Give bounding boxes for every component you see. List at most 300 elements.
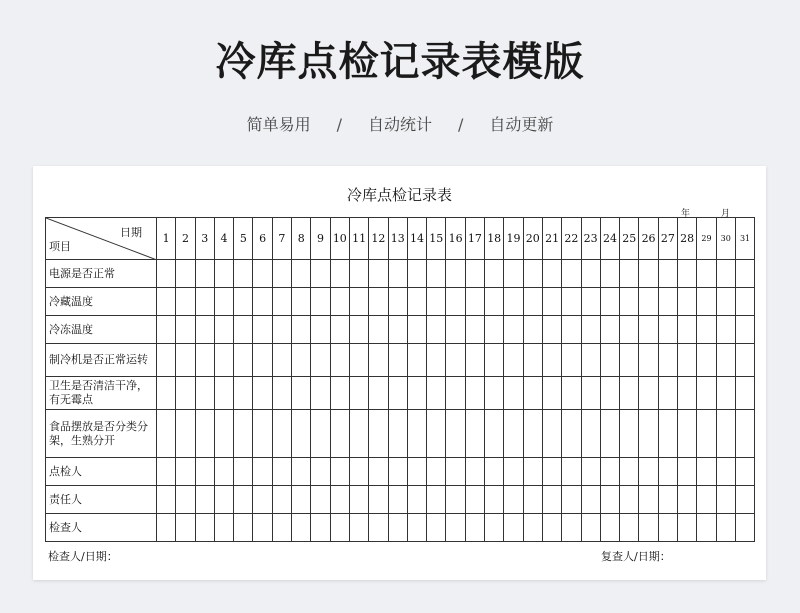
entry-cell[interactable]: [253, 458, 272, 486]
entry-cell[interactable]: [639, 377, 658, 410]
entry-cell[interactable]: [678, 288, 697, 316]
day-header-cell: 1: [157, 218, 176, 260]
entry-cell[interactable]: [523, 458, 542, 486]
entry-cell[interactable]: [157, 377, 176, 410]
entry-cell[interactable]: [523, 288, 542, 316]
footer-reviewer-date: 复查人/日期：: [601, 550, 671, 563]
entry-cell[interactable]: [176, 458, 195, 486]
entry-cell[interactable]: [292, 410, 311, 458]
entry-cell[interactable]: [504, 486, 523, 514]
entry-cell[interactable]: [600, 260, 619, 288]
entry-cell[interactable]: [735, 514, 754, 542]
entry-cell[interactable]: [658, 458, 677, 486]
entry-cell[interactable]: [272, 316, 291, 344]
entry-cell[interactable]: [639, 344, 658, 377]
entry-cell[interactable]: [485, 316, 504, 344]
entry-cell[interactable]: [504, 514, 523, 542]
entry-cell[interactable]: [311, 458, 330, 486]
entry-cell[interactable]: [349, 410, 368, 458]
entry-cell[interactable]: [330, 344, 349, 377]
entry-cell[interactable]: [407, 288, 426, 316]
entry-cell[interactable]: [388, 486, 407, 514]
entry-cell[interactable]: [292, 344, 311, 377]
entry-cell[interactable]: [234, 344, 253, 377]
entry-cell[interactable]: [292, 458, 311, 486]
entry-cell[interactable]: [253, 344, 272, 377]
entry-cell[interactable]: [349, 344, 368, 377]
entry-cell[interactable]: [446, 486, 465, 514]
entry-cell[interactable]: [253, 486, 272, 514]
entry-cell[interactable]: [523, 486, 542, 514]
entry-cell[interactable]: [388, 260, 407, 288]
entry-cell[interactable]: [542, 316, 561, 344]
entry-cell[interactable]: [407, 316, 426, 344]
entry-cell[interactable]: [195, 486, 214, 514]
entry-cell[interactable]: [562, 458, 581, 486]
entry-cell[interactable]: [735, 377, 754, 410]
entry-cell[interactable]: [697, 288, 716, 316]
entry-cell[interactable]: [504, 458, 523, 486]
entry-cell[interactable]: [272, 410, 291, 458]
entry-cell[interactable]: [388, 458, 407, 486]
entry-cell[interactable]: [176, 410, 195, 458]
entry-cell[interactable]: [465, 486, 484, 514]
entry-cell[interactable]: [427, 377, 446, 410]
entry-cell[interactable]: [292, 514, 311, 542]
entry-cell[interactable]: [369, 486, 388, 514]
entry-cell[interactable]: [485, 288, 504, 316]
entry-cell[interactable]: [504, 344, 523, 377]
entry-cell[interactable]: [311, 486, 330, 514]
entry-cell[interactable]: [716, 344, 735, 377]
entry-cell[interactable]: [388, 344, 407, 377]
entry-cell[interactable]: [407, 260, 426, 288]
tagline-item: 自动更新: [489, 115, 554, 134]
entry-cell[interactable]: [581, 514, 600, 542]
entry-cell[interactable]: [214, 316, 233, 344]
entry-cell[interactable]: [349, 260, 368, 288]
entry-cell[interactable]: [253, 514, 272, 542]
entry-cell[interactable]: [620, 458, 639, 486]
entry-cell[interactable]: [157, 316, 176, 344]
entry-cell[interactable]: [581, 410, 600, 458]
entry-cell[interactable]: [735, 288, 754, 316]
entry-cell[interactable]: [253, 288, 272, 316]
entry-cell[interactable]: [620, 486, 639, 514]
entry-cell[interactable]: [272, 486, 291, 514]
entry-cell[interactable]: [485, 514, 504, 542]
entry-cell[interactable]: [330, 458, 349, 486]
entry-cell[interactable]: [716, 260, 735, 288]
entry-cell[interactable]: [195, 377, 214, 410]
entry-cell[interactable]: [157, 410, 176, 458]
entry-cell[interactable]: [388, 410, 407, 458]
entry-cell[interactable]: [504, 260, 523, 288]
day-header-cell: 5: [234, 218, 253, 260]
entry-cell[interactable]: [234, 316, 253, 344]
entry-cell[interactable]: [427, 260, 446, 288]
entry-cell[interactable]: [234, 377, 253, 410]
month-label: 月: [721, 209, 731, 219]
entry-cell[interactable]: [157, 486, 176, 514]
entry-cell[interactable]: [678, 458, 697, 486]
entry-cell[interactable]: [697, 344, 716, 377]
entry-cell[interactable]: [620, 514, 639, 542]
day-header-cell: 2: [176, 218, 195, 260]
entry-cell[interactable]: [639, 288, 658, 316]
entry-cell[interactable]: [620, 377, 639, 410]
entry-cell[interactable]: [330, 316, 349, 344]
entry-cell[interactable]: [446, 316, 465, 344]
entry-cell[interactable]: [735, 260, 754, 288]
entry-cell[interactable]: [427, 486, 446, 514]
entry-cell[interactable]: [253, 260, 272, 288]
entry-cell[interactable]: [735, 486, 754, 514]
entry-cell[interactable]: [195, 316, 214, 344]
entry-cell[interactable]: [214, 458, 233, 486]
entry-cell[interactable]: [253, 377, 272, 410]
entry-cell[interactable]: [369, 458, 388, 486]
day-header-cell: 3: [195, 218, 214, 260]
entry-cell[interactable]: [600, 486, 619, 514]
entry-cell[interactable]: [330, 288, 349, 316]
day-header-cell: 4: [214, 218, 233, 260]
entry-cell[interactable]: [272, 458, 291, 486]
entry-cell[interactable]: [639, 410, 658, 458]
entry-cell[interactable]: [620, 288, 639, 316]
entry-cell[interactable]: [311, 260, 330, 288]
entry-cell[interactable]: [485, 410, 504, 458]
entry-cell[interactable]: [176, 260, 195, 288]
entry-cell[interactable]: [330, 486, 349, 514]
entry-cell[interactable]: [446, 514, 465, 542]
entry-cell[interactable]: [639, 260, 658, 288]
entry-cell[interactable]: [658, 260, 677, 288]
entry-cell[interactable]: [485, 377, 504, 410]
entry-cell[interactable]: [272, 260, 291, 288]
entry-cell[interactable]: [697, 486, 716, 514]
entry-cell[interactable]: [658, 344, 677, 377]
entry-cell[interactable]: [485, 486, 504, 514]
entry-cell[interactable]: [349, 458, 368, 486]
day-header-cell: 21: [542, 218, 561, 260]
entry-cell[interactable]: [407, 410, 426, 458]
entry-cell[interactable]: [523, 410, 542, 458]
entry-cell[interactable]: [311, 410, 330, 458]
entry-cell[interactable]: [195, 260, 214, 288]
entry-cell[interactable]: [369, 410, 388, 458]
entry-cell[interactable]: [658, 316, 677, 344]
entry-cell[interactable]: [542, 410, 561, 458]
entry-cell[interactable]: [716, 316, 735, 344]
entry-cell[interactable]: [581, 458, 600, 486]
entry-cell[interactable]: [562, 410, 581, 458]
entry-cell[interactable]: [504, 316, 523, 344]
entry-cell[interactable]: [465, 344, 484, 377]
entry-cell[interactable]: [716, 486, 735, 514]
entry-cell[interactable]: [485, 260, 504, 288]
entry-cell[interactable]: [330, 410, 349, 458]
entry-cell[interactable]: [214, 514, 233, 542]
day-header-cell: 23: [581, 218, 600, 260]
entry-cell[interactable]: [620, 410, 639, 458]
entry-cell[interactable]: [272, 514, 291, 542]
entry-cell[interactable]: [427, 344, 446, 377]
entry-cell[interactable]: [195, 410, 214, 458]
entry-cell[interactable]: [388, 316, 407, 344]
entry-cell[interactable]: [678, 316, 697, 344]
entry-cell[interactable]: [485, 458, 504, 486]
entry-cell[interactable]: [214, 486, 233, 514]
entry-cell[interactable]: [600, 288, 619, 316]
entry-cell[interactable]: [157, 344, 176, 377]
entry-cell[interactable]: [214, 377, 233, 410]
entry-cell[interactable]: [504, 377, 523, 410]
entry-cell[interactable]: [292, 288, 311, 316]
entry-cell[interactable]: [195, 514, 214, 542]
entry-cell[interactable]: [214, 410, 233, 458]
tagline-item: 自动统计: [367, 115, 432, 134]
entry-cell[interactable]: [253, 410, 272, 458]
entry-cell[interactable]: [697, 458, 716, 486]
entry-cell[interactable]: [523, 316, 542, 344]
entry-cell[interactable]: [600, 344, 619, 377]
entry-cell[interactable]: [697, 260, 716, 288]
entry-cell[interactable]: [407, 344, 426, 377]
entry-cell[interactable]: [562, 260, 581, 288]
entry-cell[interactable]: [600, 458, 619, 486]
entry-cell[interactable]: [272, 288, 291, 316]
entry-cell[interactable]: [658, 486, 677, 514]
entry-cell[interactable]: [542, 458, 561, 486]
entry-cell[interactable]: [330, 260, 349, 288]
entry-cell[interactable]: [369, 514, 388, 542]
entry-cell[interactable]: [716, 458, 735, 486]
entry-cell[interactable]: [388, 377, 407, 410]
page-title: 冷库点检记录表模版: [215, 39, 585, 85]
entry-cell[interactable]: [234, 410, 253, 458]
entry-cell[interactable]: [427, 514, 446, 542]
entry-cell[interactable]: [581, 344, 600, 377]
entry-cell[interactable]: [581, 377, 600, 410]
entry-cell[interactable]: [523, 514, 542, 542]
entry-cell[interactable]: [620, 344, 639, 377]
entry-cell[interactable]: [465, 377, 484, 410]
entry-cell[interactable]: [658, 288, 677, 316]
entry-cell[interactable]: [176, 344, 195, 377]
entry-cell[interactable]: [214, 344, 233, 377]
entry-cell[interactable]: [465, 288, 484, 316]
entry-cell[interactable]: [427, 316, 446, 344]
entry-cell[interactable]: [407, 514, 426, 542]
entry-cell[interactable]: [465, 458, 484, 486]
tagline-separator: /: [336, 115, 342, 134]
entry-cell[interactable]: [465, 316, 484, 344]
entry-cell[interactable]: [311, 344, 330, 377]
entry-cell[interactable]: [658, 377, 677, 410]
entry-cell[interactable]: [157, 288, 176, 316]
entry-cell[interactable]: [562, 486, 581, 514]
entry-cell[interactable]: [176, 316, 195, 344]
entry-cell[interactable]: [678, 377, 697, 410]
entry-cell[interactable]: [311, 316, 330, 344]
entry-cell[interactable]: [234, 514, 253, 542]
entry-cell[interactable]: [253, 316, 272, 344]
entry-cell[interactable]: [678, 344, 697, 377]
entry-cell[interactable]: [678, 514, 697, 542]
entry-cell[interactable]: [330, 377, 349, 410]
entry-cell[interactable]: [234, 486, 253, 514]
entry-cell[interactable]: [176, 486, 195, 514]
entry-cell[interactable]: [292, 377, 311, 410]
entry-cell[interactable]: [157, 514, 176, 542]
entry-cell[interactable]: [369, 377, 388, 410]
entry-cell[interactable]: [349, 288, 368, 316]
entry-cell[interactable]: [523, 260, 542, 288]
entry-cell[interactable]: [369, 260, 388, 288]
entry-cell[interactable]: [465, 260, 484, 288]
entry-cell[interactable]: [176, 377, 195, 410]
entry-cell[interactable]: [388, 514, 407, 542]
entry-cell[interactable]: [735, 316, 754, 344]
row-item-label: 冷藏温度: [46, 288, 157, 316]
entry-cell[interactable]: [716, 377, 735, 410]
entry-cell[interactable]: [600, 377, 619, 410]
entry-cell[interactable]: [581, 260, 600, 288]
entry-cell[interactable]: [407, 486, 426, 514]
entry-cell[interactable]: [697, 514, 716, 542]
entry-cell[interactable]: [292, 316, 311, 344]
entry-cell[interactable]: [369, 344, 388, 377]
entry-cell[interactable]: [639, 486, 658, 514]
entry-cell[interactable]: [697, 410, 716, 458]
entry-cell[interactable]: [446, 260, 465, 288]
entry-cell[interactable]: [542, 260, 561, 288]
entry-cell[interactable]: [697, 377, 716, 410]
entry-cell[interactable]: [542, 377, 561, 410]
entry-cell[interactable]: [407, 458, 426, 486]
entry-cell[interactable]: [639, 458, 658, 486]
entry-cell[interactable]: [562, 377, 581, 410]
entry-cell[interactable]: [542, 288, 561, 316]
entry-cell[interactable]: [195, 458, 214, 486]
entry-cell[interactable]: [542, 486, 561, 514]
entry-cell[interactable]: [311, 288, 330, 316]
entry-cell[interactable]: [234, 458, 253, 486]
entry-cell[interactable]: [485, 344, 504, 377]
entry-cell[interactable]: [214, 288, 233, 316]
entry-cell[interactable]: [504, 410, 523, 458]
entry-cell[interactable]: [581, 316, 600, 344]
entry-cell[interactable]: [658, 410, 677, 458]
entry-cell[interactable]: [446, 410, 465, 458]
corner-header-cell: [46, 218, 157, 260]
entry-cell[interactable]: [349, 514, 368, 542]
entry-cell[interactable]: [311, 377, 330, 410]
entry-cell[interactable]: [523, 344, 542, 377]
entry-cell[interactable]: [446, 288, 465, 316]
entry-cell[interactable]: [504, 288, 523, 316]
entry-cell[interactable]: [639, 514, 658, 542]
entry-cell[interactable]: [427, 410, 446, 458]
entry-cell[interactable]: [388, 288, 407, 316]
entry-cell[interactable]: [600, 316, 619, 344]
entry-cell[interactable]: [465, 514, 484, 542]
entry-cell[interactable]: [620, 260, 639, 288]
entry-cell[interactable]: [292, 260, 311, 288]
entry-cell[interactable]: [446, 377, 465, 410]
entry-cell[interactable]: [542, 344, 561, 377]
entry-cell[interactable]: [678, 486, 697, 514]
entry-cell[interactable]: [735, 458, 754, 486]
entry-cell[interactable]: [427, 288, 446, 316]
entry-cell[interactable]: [581, 486, 600, 514]
entry-cell[interactable]: [446, 458, 465, 486]
day-header-cell: 30: [716, 218, 735, 260]
entry-cell[interactable]: [176, 514, 195, 542]
entry-cell[interactable]: [407, 377, 426, 410]
entry-cell[interactable]: [234, 260, 253, 288]
entry-cell[interactable]: [330, 514, 349, 542]
entry-cell[interactable]: [157, 260, 176, 288]
entry-cell[interactable]: [272, 344, 291, 377]
entry-cell[interactable]: [349, 486, 368, 514]
entry-cell[interactable]: [176, 288, 195, 316]
entry-cell[interactable]: [639, 316, 658, 344]
entry-cell[interactable]: [620, 316, 639, 344]
entry-cell[interactable]: [581, 288, 600, 316]
table-row: [46, 514, 755, 542]
entry-cell[interactable]: [311, 514, 330, 542]
entry-cell[interactable]: [697, 316, 716, 344]
entry-cell[interactable]: [562, 288, 581, 316]
corner-date-label: 日期: [120, 226, 142, 239]
entry-cell[interactable]: [349, 377, 368, 410]
entry-cell[interactable]: [195, 344, 214, 377]
entry-cell[interactable]: [562, 344, 581, 377]
entry-cell[interactable]: [658, 514, 677, 542]
entry-cell[interactable]: [562, 316, 581, 344]
entry-cell[interactable]: [369, 316, 388, 344]
entry-cell[interactable]: [157, 458, 176, 486]
entry-cell[interactable]: [349, 316, 368, 344]
entry-cell[interactable]: [272, 377, 291, 410]
entry-cell[interactable]: [292, 486, 311, 514]
entry-cell[interactable]: [195, 288, 214, 316]
entry-cell[interactable]: [446, 344, 465, 377]
entry-cell[interactable]: [678, 260, 697, 288]
table-row: [46, 288, 755, 316]
entry-cell[interactable]: [600, 514, 619, 542]
entry-cell[interactable]: [465, 410, 484, 458]
entry-cell[interactable]: [427, 458, 446, 486]
entry-cell[interactable]: [542, 514, 561, 542]
entry-cell[interactable]: [735, 410, 754, 458]
entry-cell[interactable]: [678, 410, 697, 458]
entry-cell[interactable]: [523, 377, 542, 410]
entry-cell[interactable]: [369, 288, 388, 316]
entry-cell[interactable]: [716, 288, 735, 316]
row-item-label: 检查人: [46, 514, 157, 542]
entry-cell[interactable]: [600, 410, 619, 458]
entry-cell[interactable]: [234, 288, 253, 316]
day-header-cell: 13: [388, 218, 407, 260]
entry-cell[interactable]: [716, 410, 735, 458]
entry-cell[interactable]: [562, 514, 581, 542]
entry-cell[interactable]: [735, 344, 754, 377]
entry-cell[interactable]: [716, 514, 735, 542]
entry-cell[interactable]: [214, 260, 233, 288]
